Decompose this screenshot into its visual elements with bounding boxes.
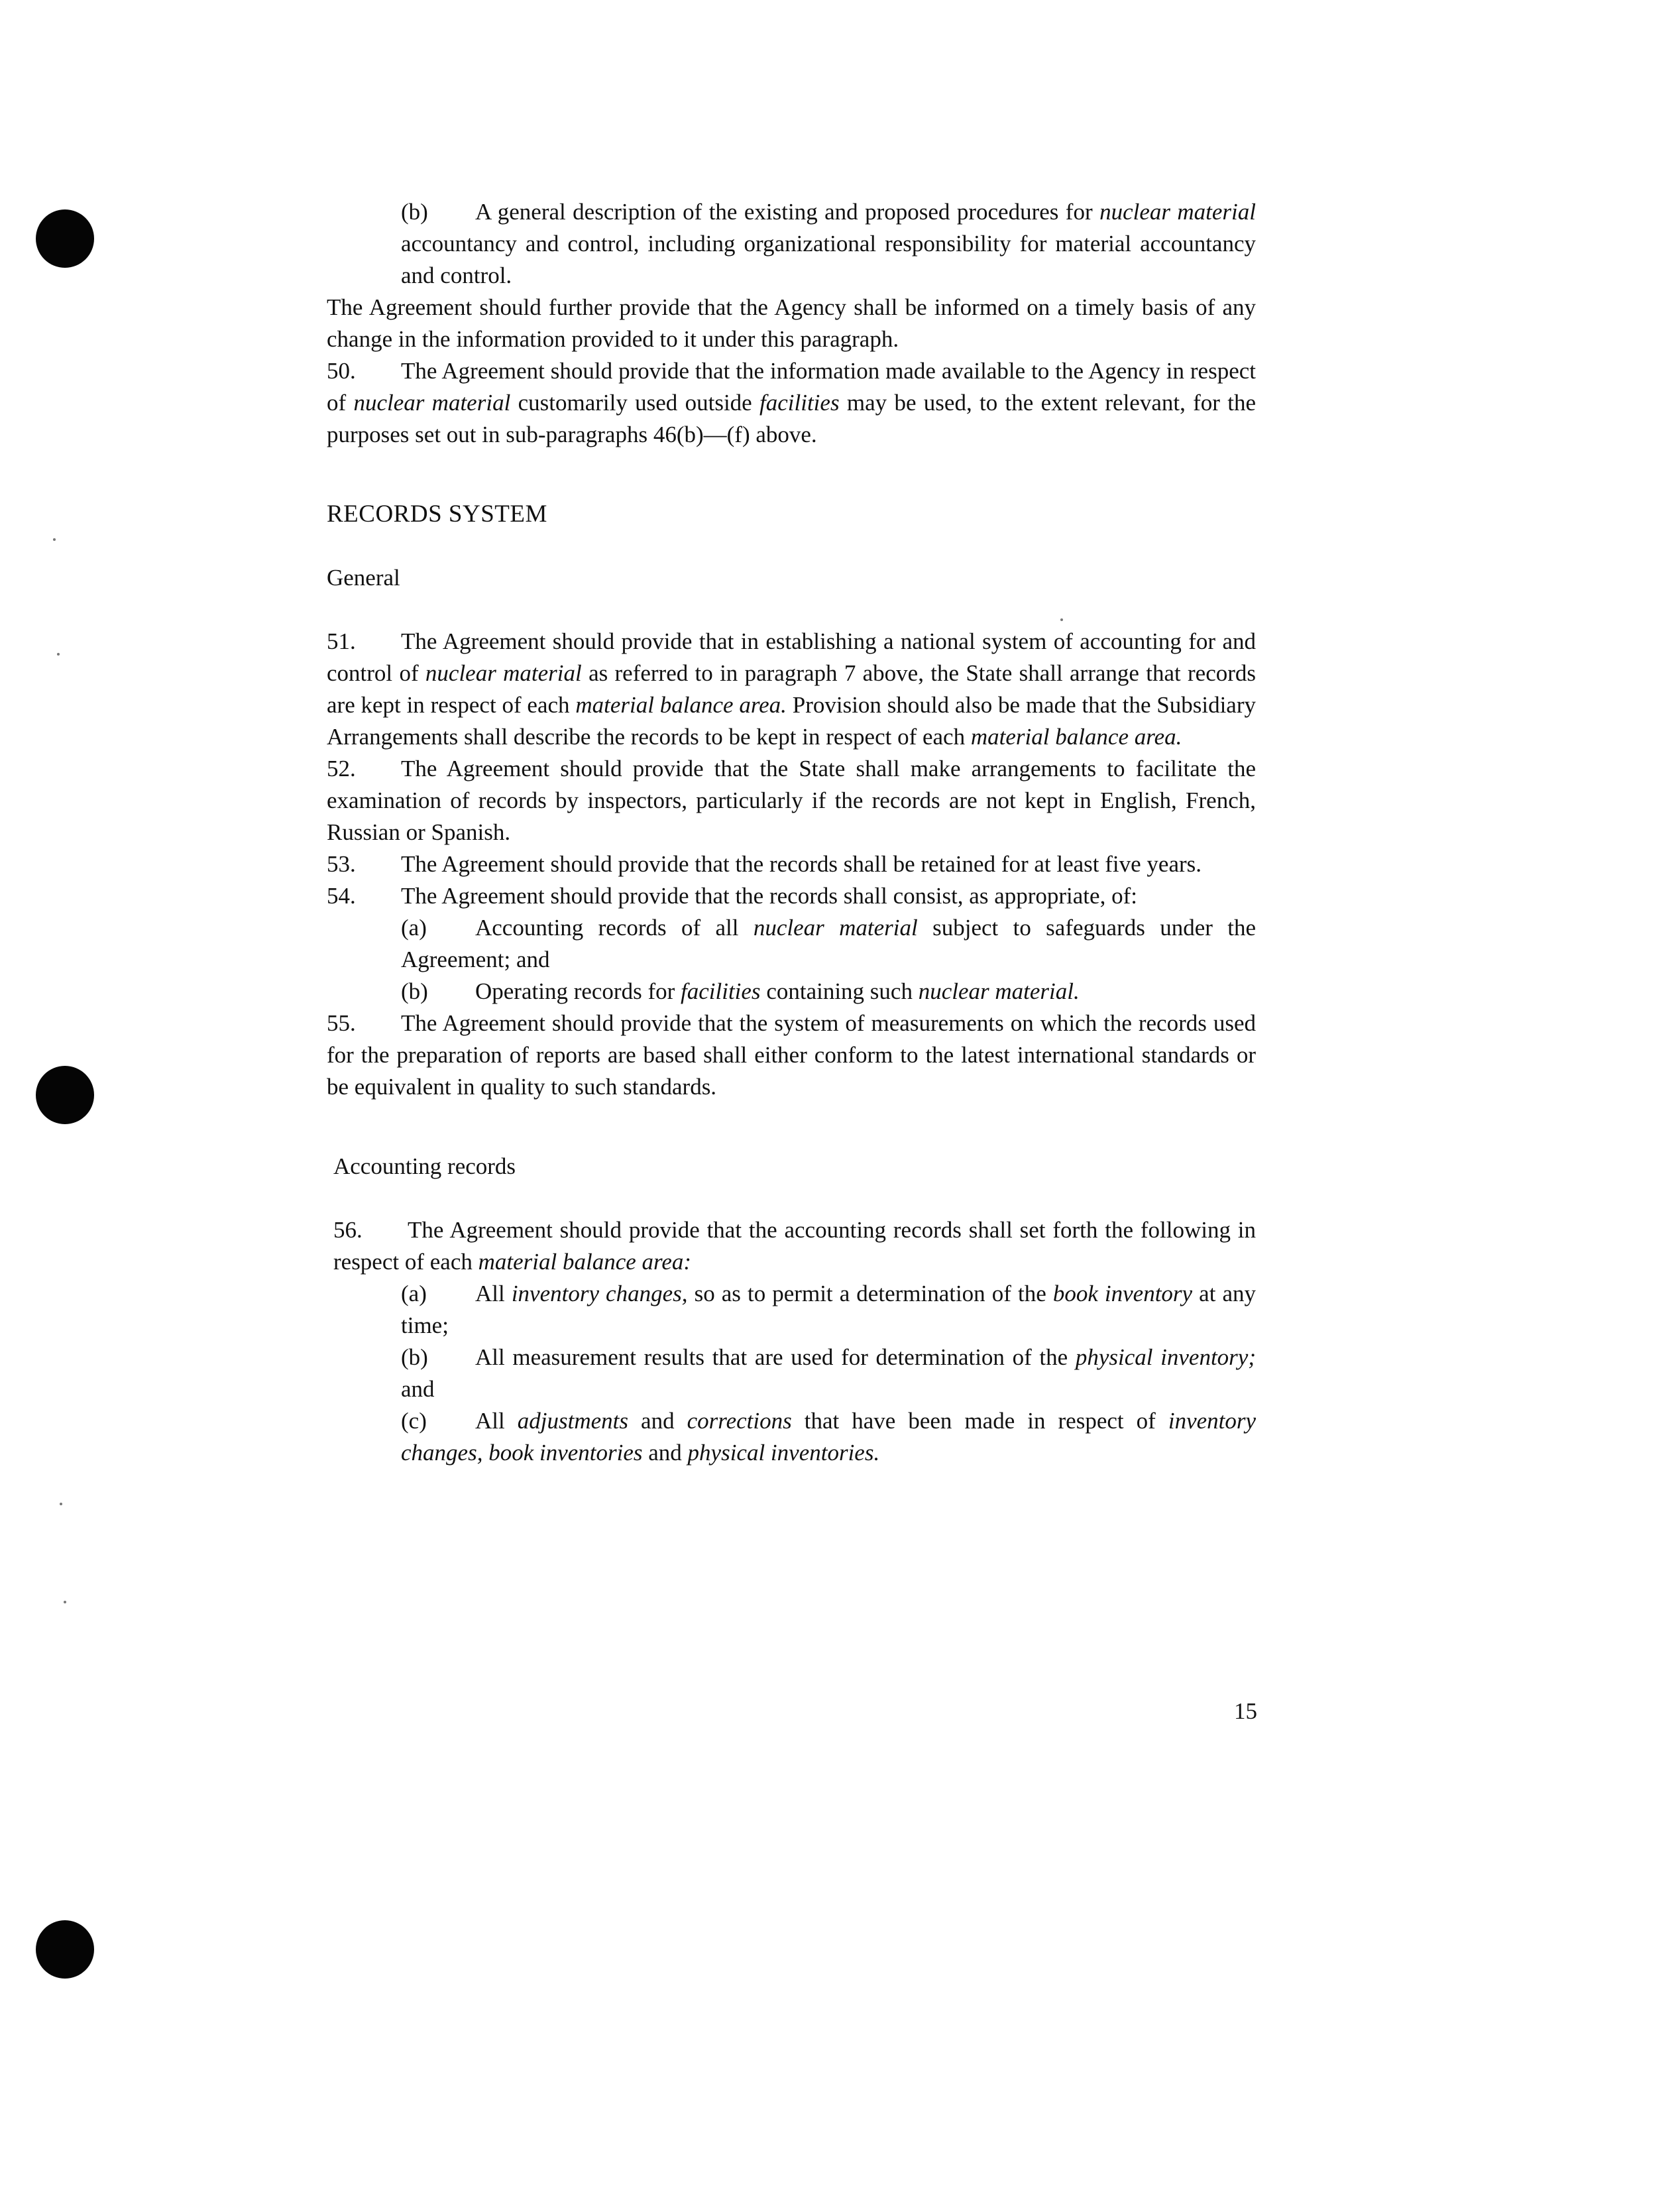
paragraph-51: 51. The Agreement should provide that in establishing a national system of accounting for and control of nuclear material as referred to in paragraph 7 above, the State shall arrange that records are kept in respect of each material balance area. Provision should also be made that the Subsidiary Arrangements shall describe the records to be kept in respect of each material balance area. (327, 626, 1256, 753)
paragraph-50: 50. The Agreement should provide that the information made available to the Agency in respect of nuclear material customarily used outside facilities may be used, to the extent relevant, for the purposes set out in sub-paragraphs 46(b)—(f) above. (327, 355, 1256, 451)
subheading-general: General (327, 565, 400, 591)
paragraph-52: 52. The Agreement should provide that the State shall make arrangements to facilitate the examination of records by inspectors, particularly if the records are not kept in English, French, Russian or Spanish. (327, 753, 1256, 848)
punch-hole-top (36, 209, 94, 268)
subheading-accounting-records: Accounting records (333, 1153, 516, 1179)
scan-speck (53, 538, 56, 541)
paragraph-number: 51. (327, 628, 356, 654)
section-heading-records-system: RECORDS SYSTEM (327, 500, 547, 528)
paragraph-56: 56. The Agreement should provide that the accounting records shall set forth the following in respect of each material balance area: (333, 1214, 1256, 1278)
paragraph-56-item-c: (c) All adjustments and corrections that have been made in respect of inventory changes, book inventories and physical inventories. (401, 1405, 1256, 1469)
paragraph-49-item-b: (b) A general description of the existing and proposed procedures for nuclear material accountancy and control, including organizational responsibility for material accountancy and control. (401, 196, 1256, 292)
paragraph-further-provide: The Agreement should further provide that the Agency shall be informed on a timely basis of any change in the information provided to it under this paragraph. (327, 294, 1256, 352)
document-body (327, 196, 1256, 1469)
paragraph-53: 53. The Agreement should provide that the records shall be retained for at least five years. (327, 848, 1256, 880)
paragraph-number: 53. (327, 851, 356, 877)
paragraph-55: 55. The Agreement should provide that the system of measurements on which the records used for the preparation of reports are based shall either conform to the latest international standards or be equivalent in quality to such standards. (327, 1008, 1256, 1103)
paragraph-number: 50. (327, 358, 356, 384)
paragraph-number: 56. (333, 1217, 363, 1243)
page-number: 15 (1234, 1698, 1257, 1724)
scan-speck (60, 1503, 62, 1505)
item-label: (c) (401, 1408, 427, 1434)
paragraph-56-item-a: (a) All inventory changes, so as to permit a determination of the book inventory at any time; (401, 1278, 1256, 1342)
item-label: (a) (401, 1281, 427, 1306)
item-label: (b) (401, 1344, 428, 1370)
scan-speck (57, 653, 60, 656)
punch-hole-middle (36, 1066, 94, 1124)
paragraph-54-item-a: (a) Accounting records of all nuclear material subject to safeguards under the Agreement; and (401, 912, 1256, 976)
scan-speck (64, 1601, 66, 1603)
paragraph-54: 54. The Agreement should provide that the records shall consist, as appropriate, of: (327, 880, 1256, 912)
punch-hole-bottom (36, 1920, 94, 1979)
paragraph-number: 55. (327, 1010, 356, 1036)
item-label: (a) (401, 915, 427, 941)
item-label: (b) (401, 199, 428, 225)
paragraph-54-item-b: (b) Operating records for facilities containing such nuclear material. (401, 976, 1256, 1008)
item-label: (b) (401, 978, 428, 1004)
paragraph-number: 52. (327, 756, 356, 781)
paragraph-56-item-b: (b) All measurement results that are used for determination of the physical inventory; and (401, 1342, 1256, 1405)
paragraph-number: 54. (327, 883, 356, 909)
